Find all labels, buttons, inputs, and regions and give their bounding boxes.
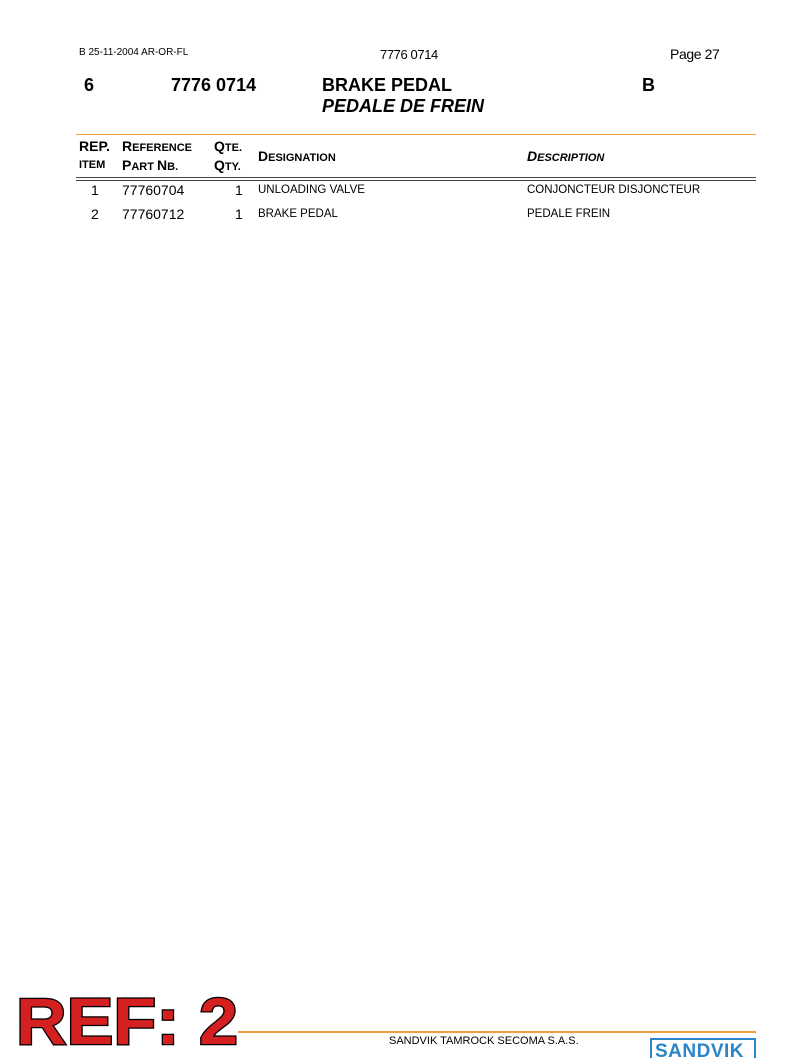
row-designation: UNLOADING VALVE [258,184,365,196]
row-qty: 1 [235,206,243,222]
row-item: 1 [91,182,99,198]
assembly-name-en: BRAKE PEDAL [322,75,453,95]
row-part-number: 77760704 [122,182,185,198]
row-item: 2 [91,206,99,222]
col-qte-label: QTE. [214,138,243,154]
col-item-label: ITEM [79,159,106,171]
header-page-number: Page 27 [670,46,720,62]
sandvik-logo-text: SANDVIK [655,1041,745,1058]
section-index: 6 [84,75,95,95]
revision-letter: B [642,75,655,95]
col-part-number-label: PART NB. [122,157,179,173]
row-description: PEDALE FREIN [527,208,611,220]
row-qty: 1 [235,182,243,198]
col-qty-label: QTY. [214,157,241,173]
ref-stamp [14,986,244,1050]
col-reference-label: REFERENCE [122,138,193,154]
col-designation-label: DESIGNATION [258,148,336,164]
table-top-rule [76,134,756,135]
footer-company: SANDVIK TAMROCK SECOMA S.A.S. [389,1035,579,1047]
footer-rule [238,1031,756,1033]
table-header-rule [76,177,756,181]
header-doc-ref: B 25-11-2004 AR-OR-FL [79,47,189,58]
row-description: CONJONCTEUR DISJONCTEUR [527,184,701,196]
assembly-number: 7776 0714 [171,75,257,95]
sandvik-logo [650,1038,756,1058]
row-designation: BRAKE PEDAL [258,208,338,220]
header-part-number: 7776 0714 [380,47,438,62]
ref-stamp-text: REF: 2 [16,986,238,1050]
col-rep-label: REP. [79,138,110,154]
col-description-label: DESCRIPTION [527,148,605,164]
row-part-number: 77760712 [122,206,185,222]
assembly-name-fr: PEDALE DE FREIN [322,96,485,116]
